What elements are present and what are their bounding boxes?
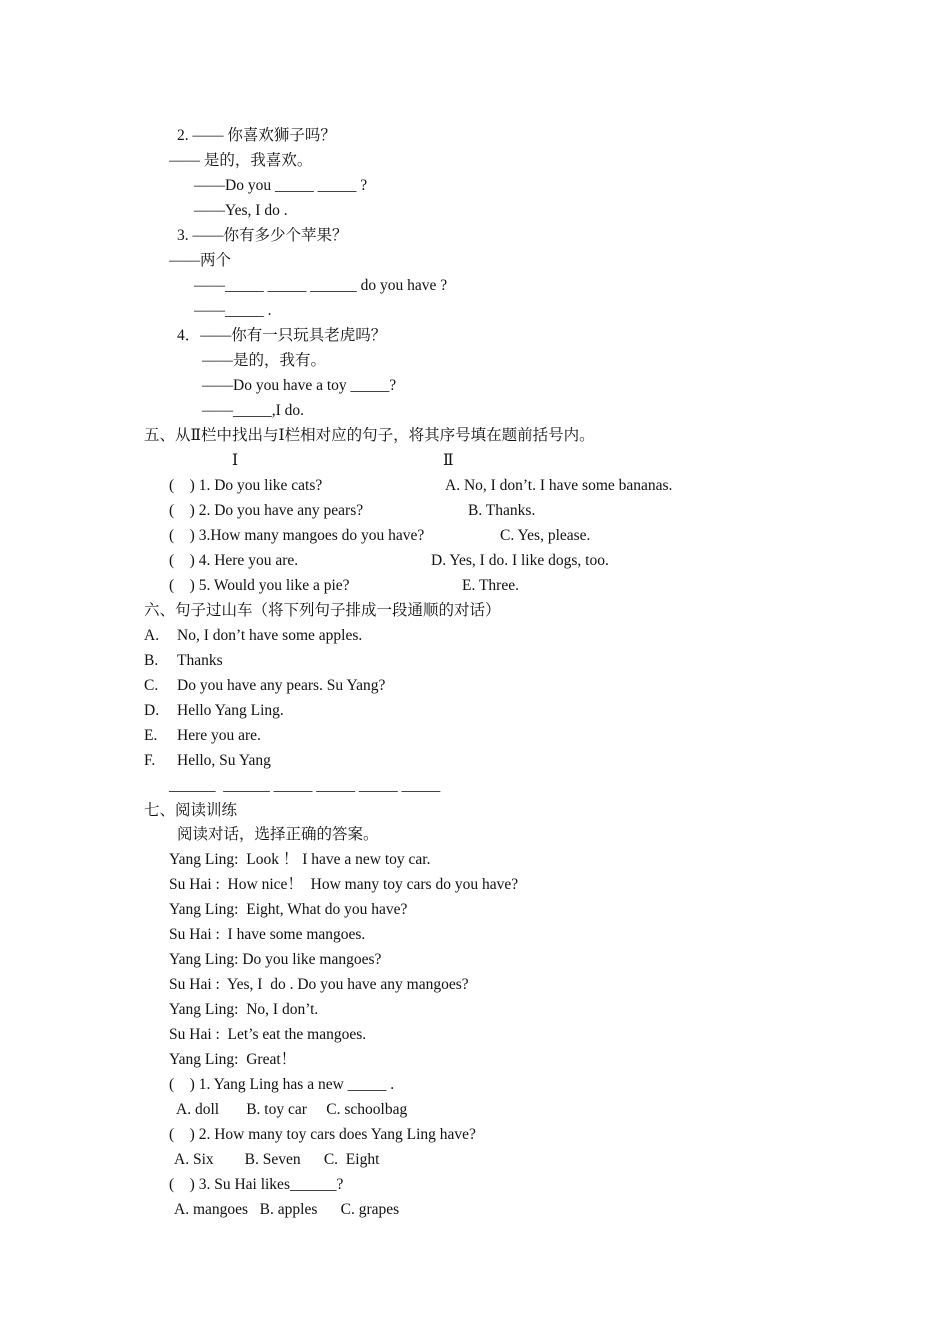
match-right-c: C. Yes, please. xyxy=(500,527,591,544)
dialogue-line: Yang Ling: Look ！ I have a new toy car. xyxy=(169,851,431,868)
match-left-4: ( ) 4. Here you are. xyxy=(169,552,299,569)
dialogue-line: Su Hai : Yes, I do . Do you have any mangoes? xyxy=(169,976,469,993)
option-letter-e: E. xyxy=(144,727,158,744)
reading-options-1: A. doll B. toy car C. schoolbag xyxy=(173,1101,408,1118)
reading-options-3: A. mangoes B. apples C. grapes xyxy=(174,1201,400,1218)
item2-question: 2. —— 你喜欢狮子吗？ xyxy=(177,127,336,144)
match-left-2: ( ) 2. Do you have any pears? xyxy=(169,502,364,519)
section6-title: 六、句子过山车（将下列句子排成一段通顺的对话） xyxy=(144,602,501,619)
reading-question-1: ( ) 1. Yang Ling has a new _____ . xyxy=(169,1076,395,1093)
option-letter-b: B. xyxy=(144,652,159,669)
item4-english-q: ——Do you have a toy _____? xyxy=(202,377,397,394)
match-left-5: ( ) 5. Would you like a pie? xyxy=(169,577,350,594)
match-right-b: B. Thanks. xyxy=(468,502,536,519)
item2-english-q: ——Do you _____ _____ ? xyxy=(194,177,368,194)
dialogue-line: Yang Ling: No, I don’t. xyxy=(169,1001,319,1018)
dialogue-line: Su Hai : How nice！ How many toy cars do you have? xyxy=(169,876,519,893)
order-answer-blanks: ______ ______ _____ _____ _____ _____ xyxy=(169,777,441,794)
option-text-b: Thanks xyxy=(177,652,223,669)
dialogue-line: Yang Ling: Great！ xyxy=(169,1051,297,1068)
item4-question: 4．——你有一只玩具老虎吗？ xyxy=(177,327,387,344)
dialogue-line: Yang Ling: Do you like mangoes? xyxy=(169,951,382,968)
match-left-1: ( ) 1. Do you like cats? xyxy=(169,477,323,494)
match-right-e: E. Three. xyxy=(462,577,519,594)
item3-english-q: ——_____ _____ ______ do you have ? xyxy=(194,277,448,294)
dialogue-line: Su Hai : Let’s eat the mangoes. xyxy=(169,1026,367,1043)
match-right-a: A. No, I don’t. I have some bananas. xyxy=(445,477,673,494)
column-2-heading: Ⅱ xyxy=(443,452,454,469)
item3-question: 3. ——你有多少个苹果？ xyxy=(177,227,348,244)
option-letter-a: A. xyxy=(144,627,160,644)
option-text-d: Hello Yang Ling. xyxy=(177,702,284,719)
item3-answer: ——两个 xyxy=(169,252,232,269)
dialogue-line: Yang Ling: Eight, What do you have? xyxy=(169,901,408,918)
item3-english-a: ——_____ . xyxy=(194,302,272,319)
match-left-3: ( ) 3.How many mangoes do you have? xyxy=(169,527,425,544)
option-text-c: Do you have any pears. Su Yang? xyxy=(177,677,386,694)
option-text-e: Here you are. xyxy=(177,727,261,744)
option-letter-c: C. xyxy=(144,677,159,694)
option-text-a: No, I don’t have some apples. xyxy=(177,627,363,644)
option-letter-f: F. xyxy=(144,752,156,769)
option-text-f: Hello, Su Yang xyxy=(177,752,271,769)
reading-question-2: ( ) 2. How many toy cars does Yang Ling have? xyxy=(169,1126,476,1143)
item2-answer: —— 是的，我喜欢。 xyxy=(169,152,313,169)
option-letter-d: D. xyxy=(144,702,160,719)
item2-english-a: ——Yes, I do . xyxy=(194,202,288,219)
section5-title: 五、从Ⅱ栏中找出与Ⅰ栏相对应的句子，将其序号填在题前括号内。 xyxy=(144,427,595,444)
column-1-heading: Ⅰ xyxy=(232,452,239,469)
item4-answer: ——是的，我有。 xyxy=(202,352,327,369)
section7-instruction: 阅读对话，选择正确的答案。 xyxy=(177,826,379,843)
match-right-d: D. Yes, I do. I like dogs, too. xyxy=(431,552,609,569)
item4-english-a: ——_____,I do. xyxy=(202,402,305,419)
reading-options-2: A. Six B. Seven C. Eight xyxy=(174,1151,380,1168)
section7-title: 七、阅读训练 xyxy=(144,802,238,819)
reading-question-3: ( ) 3. Su Hai likes______? xyxy=(169,1176,344,1193)
dialogue-line: Su Hai : I have some mangoes. xyxy=(169,926,366,943)
